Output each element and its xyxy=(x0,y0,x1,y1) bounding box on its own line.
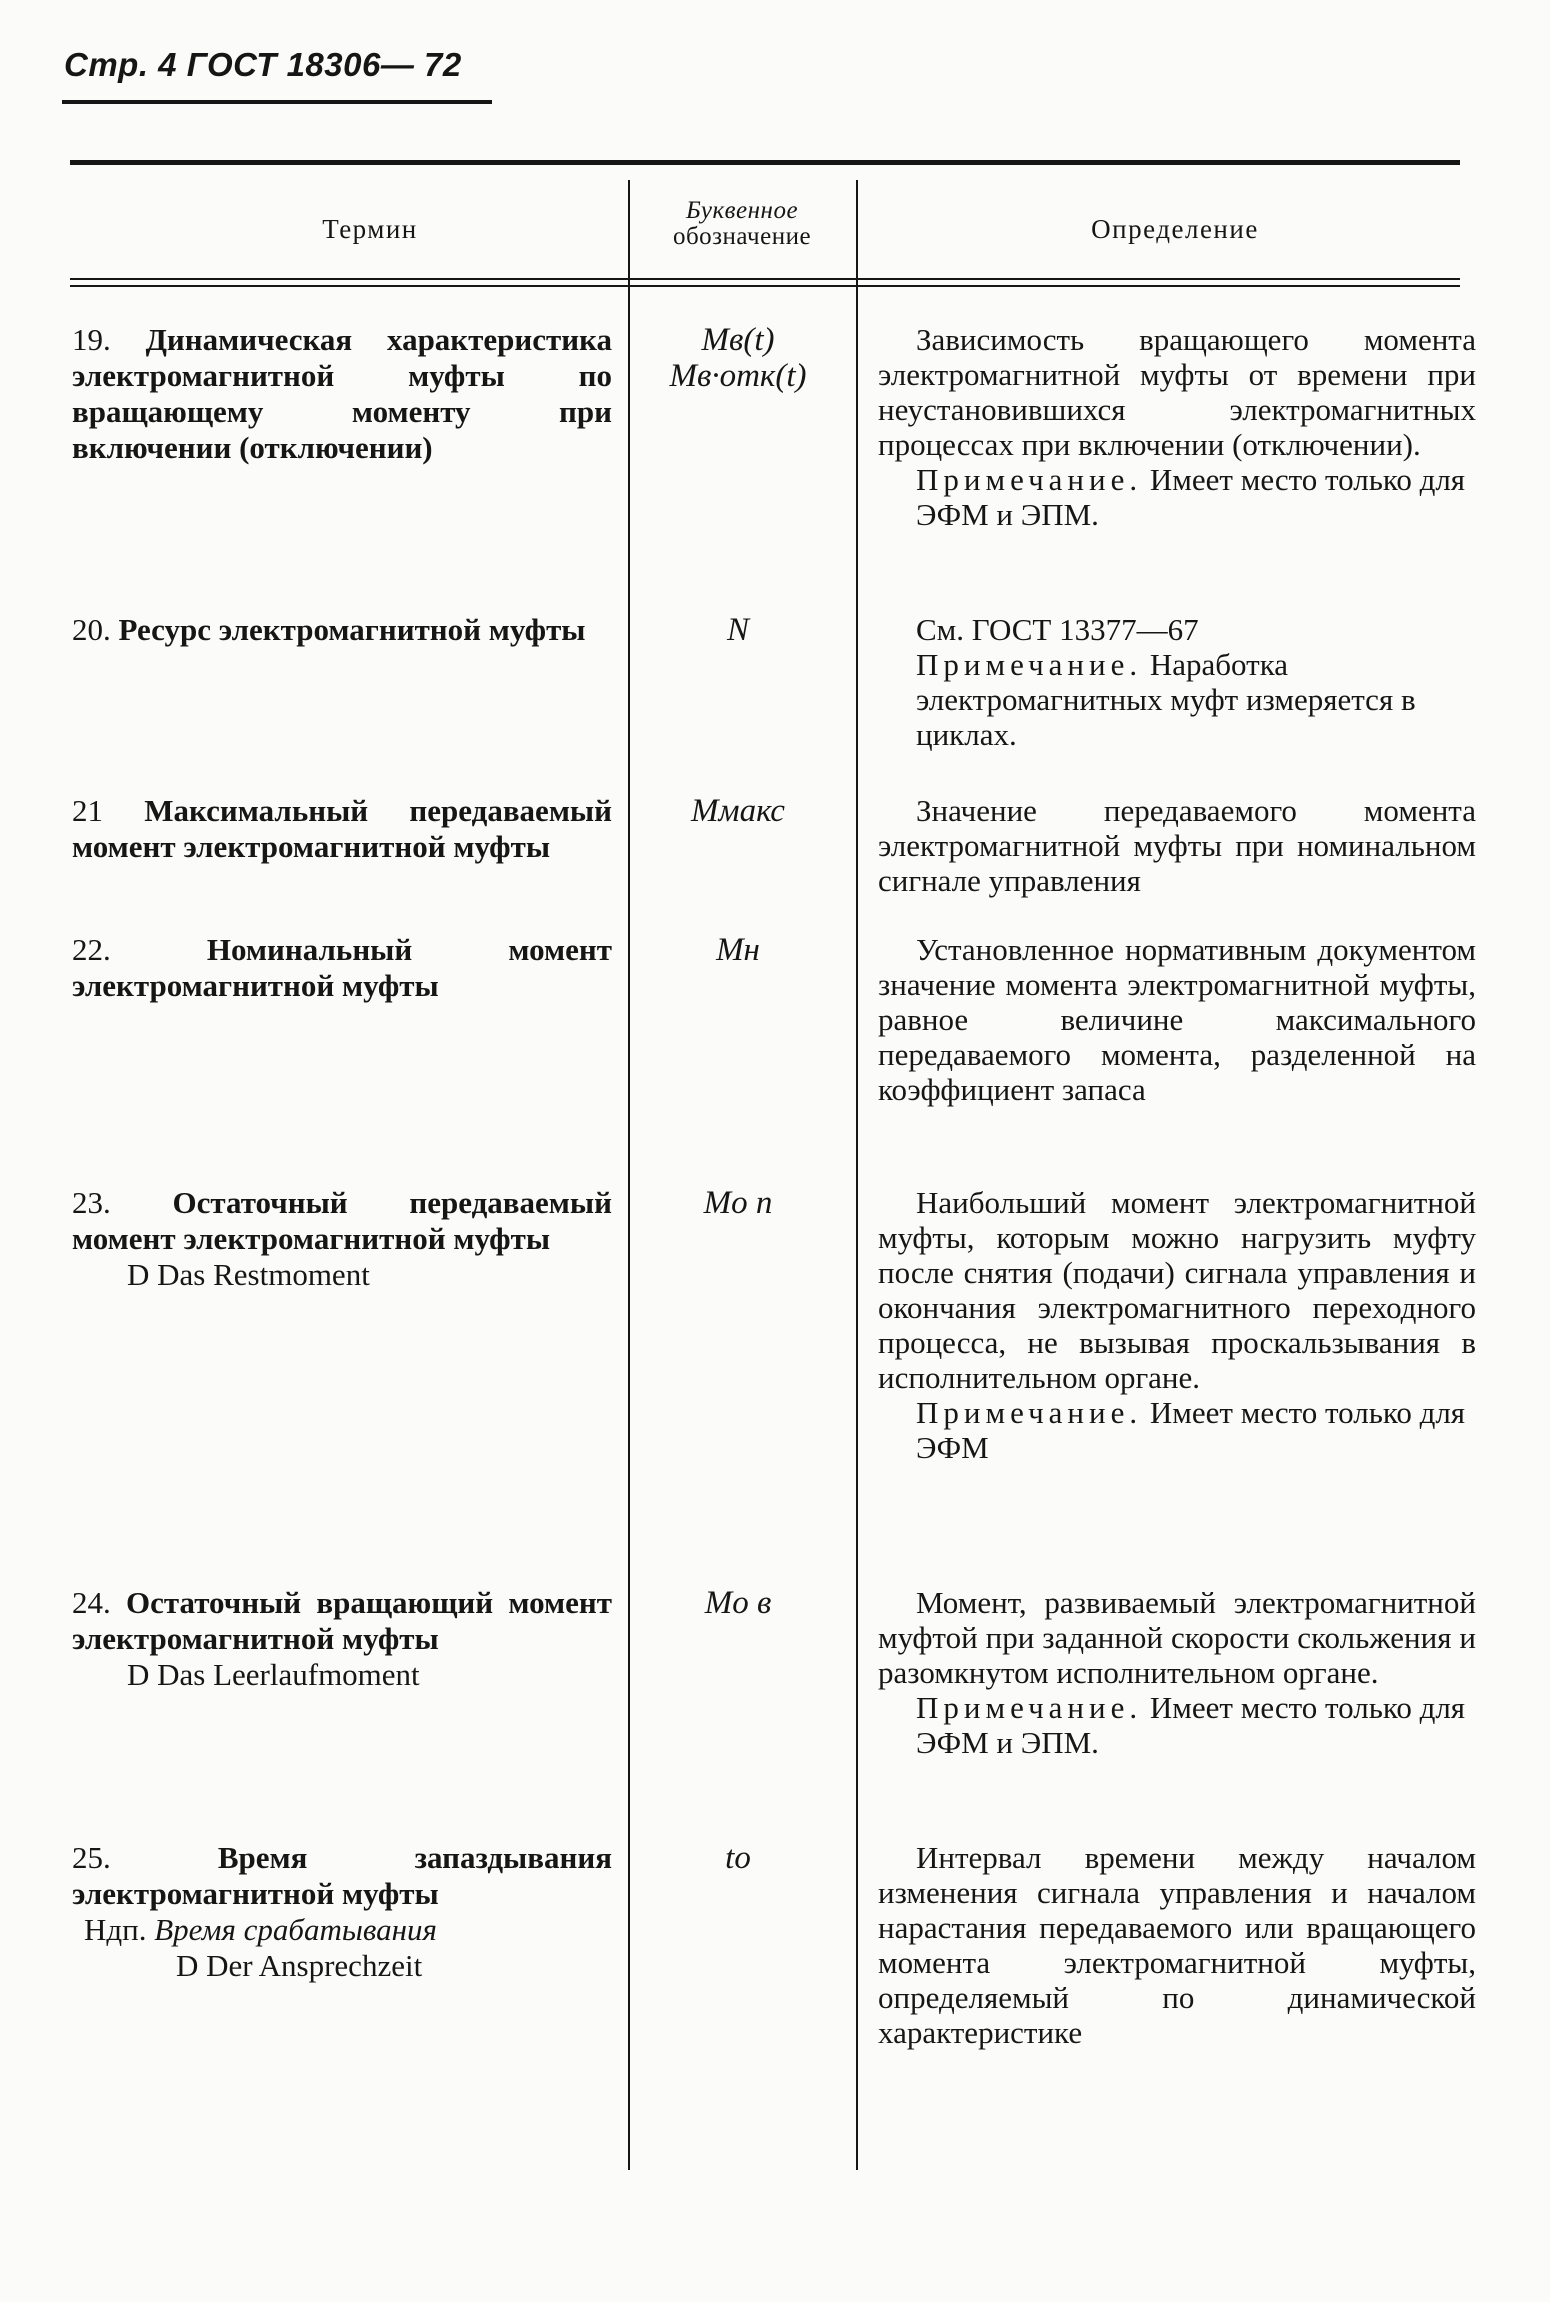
term-text: Номинальный момент электромагнитной муфты xyxy=(72,932,612,1003)
note-label: Примечание. xyxy=(916,647,1143,682)
symbol: Mн xyxy=(716,932,760,968)
symbol-cell xyxy=(628,932,848,968)
note-label: Примечание. xyxy=(916,462,1143,497)
term-title xyxy=(72,793,612,865)
header-rule-lower xyxy=(70,285,1460,287)
term-title xyxy=(72,322,612,466)
definition-text: Момент, развиваемый электромагнитной муфтой при заданной скорости скольжения и разомкнутом исполнительном органе. xyxy=(878,1585,1476,1690)
column-heading-definition: Определение xyxy=(1091,214,1259,244)
term-number: 21 xyxy=(72,793,103,828)
definition-text: Интервал времени между началом изменения сигнала управления и началом нарастания передаваемого или вращающего момента электромагнитной муфты, определяемый по динамической характеристике xyxy=(878,1840,1476,2050)
definition-text: Зависимость вращающего момента электромагнитной муфты от времени при неустановившихся электромагнитных процессах при включении (отключении). xyxy=(878,322,1476,462)
definition-note xyxy=(878,1395,1476,1465)
definition-cell xyxy=(878,1840,1476,2050)
symbol-cell xyxy=(628,1585,848,1621)
definition-note xyxy=(878,462,1476,532)
symbol-cell xyxy=(628,322,848,394)
foreign-equivalent: D Das Leerlaufmoment xyxy=(127,1657,420,1692)
symbol: Mо п xyxy=(703,1185,773,1221)
deprecated-term xyxy=(72,1912,612,1948)
symbol: Mмакс xyxy=(691,793,785,829)
table-row xyxy=(72,793,612,865)
term-number: 25. xyxy=(72,1840,111,1875)
foreign-equivalent: D Der Ansprechzeit xyxy=(176,1948,423,1983)
definition-text: См. ГОСТ 13377—67 xyxy=(916,612,1199,647)
table-row xyxy=(72,1840,612,1984)
table-row xyxy=(72,322,612,466)
column-heading-symbol-line1: Буквенное xyxy=(685,197,799,224)
term-text: Ресурс электромагнитной муфты xyxy=(118,612,586,647)
term-number: 24. xyxy=(72,1585,111,1620)
definition-cell xyxy=(878,1185,1476,1465)
header-rule xyxy=(62,100,492,104)
column-heading-symbol xyxy=(632,198,852,251)
definition-text: Установленное нормативным документом значение момента электромагнитной муфты, равное величине максимального передаваемого момента, разделенной на коэффициент запаса xyxy=(878,932,1476,1107)
term-number: 20. xyxy=(72,612,111,647)
table-row xyxy=(72,1185,612,1293)
definition-note xyxy=(878,1690,1476,1760)
definition-cell xyxy=(878,612,1476,752)
term-title xyxy=(72,612,612,648)
table-row xyxy=(72,1585,612,1693)
definition-text: Значение передаваемого момента электромагнитной муфты при номинальном сигнале управления xyxy=(878,793,1476,898)
term-number: 23. xyxy=(72,1185,111,1220)
term-title xyxy=(72,1185,612,1257)
note-label: Примечание. xyxy=(916,1690,1143,1725)
column-divider-right xyxy=(856,180,858,2170)
definition-cell xyxy=(878,1585,1476,1760)
symbol: Mо в xyxy=(704,1585,772,1621)
note-text: Имеет место только для ЭФМ и ЭПМ. xyxy=(916,462,1466,532)
term-text: Максимальный передаваемый момент электромагнитной муфты xyxy=(72,793,612,864)
table-row xyxy=(72,612,612,648)
deprecated-label: Ндп. xyxy=(84,1912,147,1947)
term-number: 22. xyxy=(72,932,111,967)
symbol-cell xyxy=(628,793,848,829)
definition-cell xyxy=(878,932,1476,1107)
term-text: Динамическая характеристика электромагнитной муфты по вращающему моменту при включении (отключении) xyxy=(72,322,612,465)
note-text: Имеет место только для ЭФМ xyxy=(916,1395,1466,1465)
term-text: Остаточный передаваемый момент электромагнитной муфты xyxy=(72,1185,612,1256)
column-heading-symbol-line2: обозначение xyxy=(672,223,812,251)
symbol-cell xyxy=(628,1185,848,1221)
definition-cell xyxy=(878,793,1476,898)
term-number: 19. xyxy=(72,322,111,357)
note-text: Наработка электромагнитных муфт измеряется в циклах. xyxy=(916,647,1416,752)
term-title xyxy=(72,1585,612,1657)
term-text: Остаточный вращающий момент электромагнитной муфты xyxy=(72,1585,613,1656)
page-header: Стр. 4 ГОСТ 18306— 72 xyxy=(64,46,462,83)
term-title xyxy=(72,932,612,1004)
header-rule-upper xyxy=(70,278,1460,280)
column-heading-term: Термин xyxy=(322,214,418,244)
table-row xyxy=(72,932,612,1004)
symbol: Mв·отк(t) xyxy=(669,358,807,394)
note-text: Имеет место только для ЭФМ и ЭПМ. xyxy=(916,1690,1466,1760)
definition-cell xyxy=(878,322,1476,532)
term-title xyxy=(72,1840,612,1912)
term-text: Время запаздывания электромагнитной муфты xyxy=(72,1840,612,1911)
deprecated-text: Время срабатывания xyxy=(154,1912,437,1947)
symbol: Mв(t) xyxy=(701,322,775,358)
symbol-cell xyxy=(628,612,848,648)
note-label: Примечание. xyxy=(916,1395,1143,1430)
symbol: N xyxy=(726,612,749,648)
foreign-equivalent: D Das Restmoment xyxy=(127,1257,370,1292)
definition-note xyxy=(878,647,1476,752)
symbol-cell xyxy=(628,1840,848,1876)
definition-text: Наибольший момент электромагнитной муфты, которым можно нагрузить муфту после снятия (подачи) сигнала управления и окончания электромагнитного переходного процесса, не вызывая проскальзывания в исполнительном органе. xyxy=(878,1185,1476,1395)
table-top-rule xyxy=(70,160,1460,165)
symbol: tо xyxy=(725,1840,751,1876)
